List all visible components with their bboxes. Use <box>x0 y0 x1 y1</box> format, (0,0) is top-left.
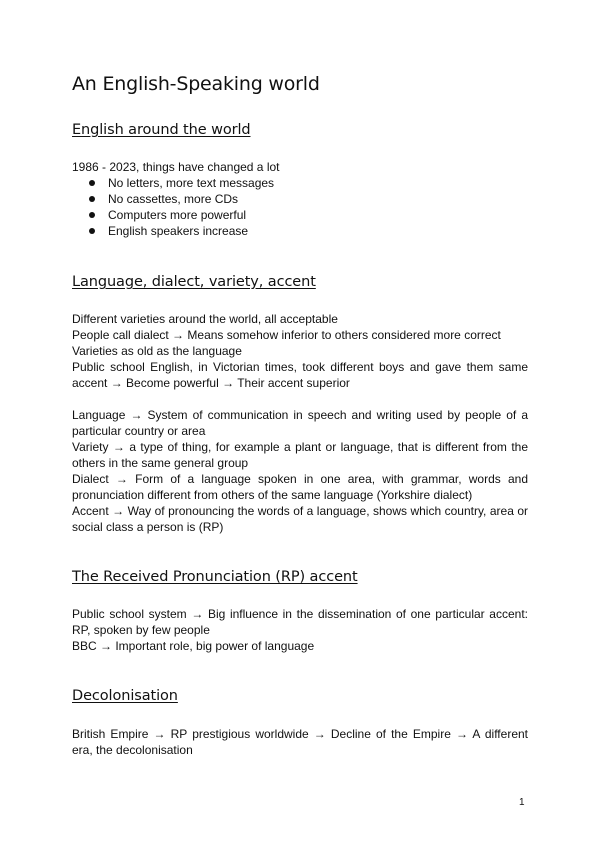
list-item: No letters, more text messages <box>72 175 274 191</box>
paragraph: People call dialect → Means somehow inferior to others considered more correct <box>72 328 501 342</box>
paragraph: British Empire → RP prestigious worldwide → Decline of the Empire → A different era, the decolonisation <box>72 727 528 757</box>
definition-language: Language → System of communication in speech and writing used by people of a particular country or area <box>72 408 528 438</box>
section-heading-rp: The Received Pronunciation (RP) accent <box>72 569 358 585</box>
bullet-list <box>72 175 274 239</box>
bullet-icon <box>89 196 95 202</box>
page-number: 1 <box>519 797 525 808</box>
list-item: Computers more powerful <box>72 207 274 223</box>
definition-accent: Accent → Way of pronouncing the words of a language, shows which country, area or social class a person is (RP) <box>72 504 528 534</box>
paragraph: BBC → Important role, big power of language <box>72 639 315 653</box>
paragraph: Varieties as old as the language <box>72 344 242 358</box>
paragraph: 1986 - 2023, things have changed a lot <box>72 160 280 174</box>
section-heading-english-world: English around the world <box>72 122 251 138</box>
list-item: No cassettes, more CDs <box>72 191 274 207</box>
section-heading-language: Language, dialect, variety, accent <box>72 274 316 290</box>
paragraph: Public school English, in Victorian times, took different boys and gave them same accent → Become powerful → Their accent superior <box>72 360 528 390</box>
section-heading-decolonisation: Decolonisation <box>72 688 178 704</box>
definition-variety: Variety → a type of thing, for example a plant or language, that is different from the others in the same general group <box>72 440 528 470</box>
definition-dialect: Dialect → Form of a language spoken in one area, with grammar, words and pronunciation different from others of the same language (Yorkshire dialect) <box>72 472 528 502</box>
bullet-icon <box>89 180 95 186</box>
bullet-icon <box>89 228 95 234</box>
bullet-icon <box>89 212 95 218</box>
page-title: An English-Speaking world <box>72 73 320 95</box>
list-item: English speakers increase <box>72 223 274 239</box>
paragraph: Different varieties around the world, all acceptable <box>72 312 338 326</box>
paragraph: Public school system → Big influence in the dissemination of one particular accent: RP, spoken by few people <box>72 607 528 637</box>
